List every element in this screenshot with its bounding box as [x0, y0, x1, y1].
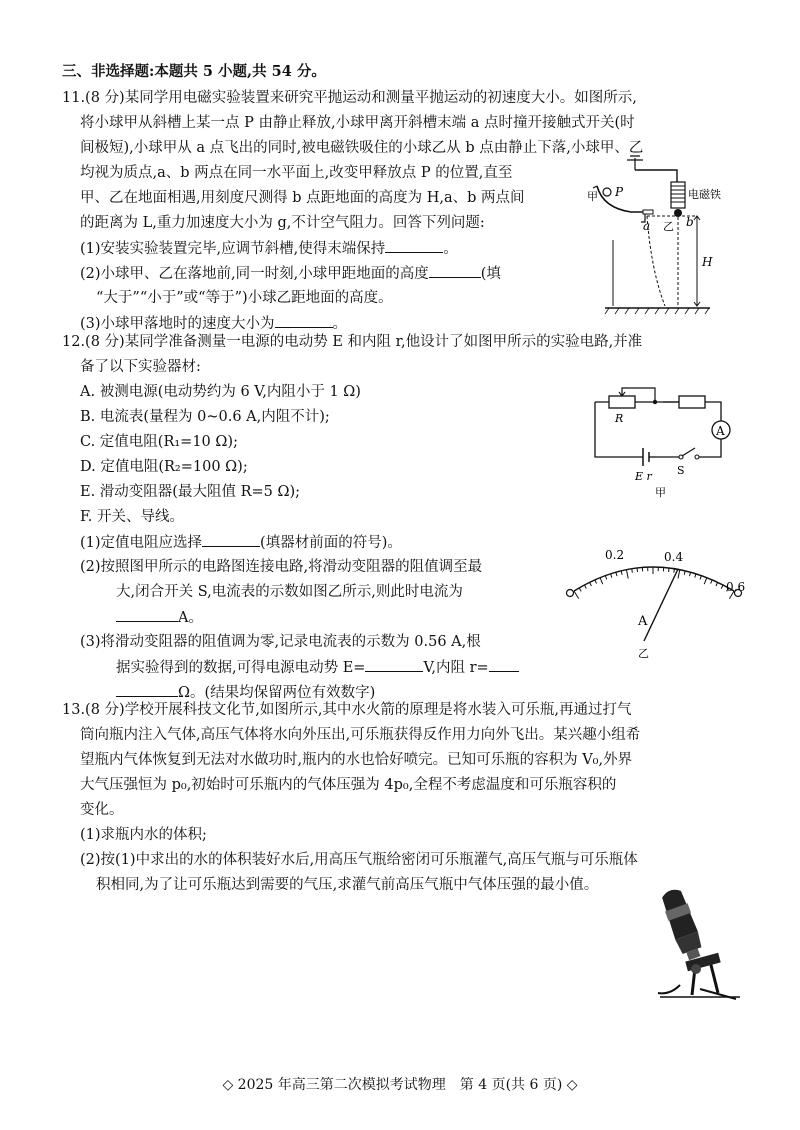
- q12-item: C. 定值电阻(R₁=10 Ω);: [80, 434, 238, 450]
- q12-part-3-end: Ω。(结果均保留两位有效数字): [178, 685, 376, 701]
- answer-blank: [202, 532, 260, 547]
- rheostat-label: R: [615, 412, 624, 425]
- battery-label: E r: [635, 470, 652, 483]
- q12-item: D. 定值电阻(R₂=100 Ω);: [80, 459, 248, 475]
- label-b: b: [686, 215, 694, 229]
- q11-part-2-text: (2)小球甲、乙在落地前,同一时刻,小球甲距地面的高度: [80, 266, 429, 282]
- answer-blank: [429, 263, 481, 278]
- circuit-caption: 甲: [655, 486, 666, 499]
- q12-part-3-text: 据实验得到的数据,可得电源电动势 E=: [116, 660, 366, 676]
- meter-tick: [590, 582, 592, 586]
- answer-blank: [489, 657, 519, 672]
- q11-part-3: [80, 313, 347, 334]
- answer-blank: [385, 238, 443, 253]
- q13-part-2-line: 积相同,为了让可乐瓶达到需要的气压,求灌气前高压气瓶中气体压强的最小值。: [96, 877, 599, 893]
- water-rocket-figure: [640, 885, 750, 1015]
- q12-part-3: (3)将滑动变阻器的阻值调为零,记录电流表的示数为 0.56 A,根: [80, 634, 481, 650]
- meter-tick: [678, 570, 680, 579]
- answer-blank: [116, 682, 178, 697]
- meter-tick: [684, 571, 685, 575]
- fixed-resistor-icon: [679, 396, 705, 408]
- tick-label-0-6: 0.6: [726, 580, 745, 594]
- meter-tick: [632, 569, 633, 573]
- q12-part-2-line: 大,闭合开关 S,电流表的示数如图乙所示,则此时电流为: [116, 584, 463, 600]
- q13-line: 筒向瓶内注入气体,高压气体将水向外压出,可乐瓶获得反作用力向外飞出。某兴趣小组希: [80, 727, 641, 743]
- rheostat-icon: [609, 396, 635, 408]
- q13-line: 变化。: [80, 802, 124, 818]
- tick-label-0-2: 0.2: [605, 548, 625, 562]
- meter-tick: [700, 576, 701, 580]
- meter-tick: [616, 572, 617, 576]
- meter-tick: [721, 585, 723, 589]
- q11-part-3-text: (3)小球甲落地时的速度大小为: [80, 316, 275, 332]
- meter-tick: [600, 578, 603, 584]
- meter-tick: [611, 574, 612, 578]
- q12-line: 备了以下实验器材:: [80, 359, 201, 375]
- q11-apparatus-figure: [585, 150, 735, 320]
- q11-line: 甲、乙在地面相遇,用刻度尺测得 b 点距地面的高度为 H,a、b 两点间: [80, 190, 525, 206]
- tick-label-0-4: 0.4: [664, 550, 684, 564]
- answer-blank: [275, 313, 333, 328]
- label-h: H: [702, 255, 713, 269]
- q11-part-2-options: “大于”“小于”或“等于”)小球乙距地面的高度。: [96, 290, 393, 306]
- section-title: 三、非选择题:本题共 5 小题,共 54 分。: [62, 63, 326, 80]
- q12-part-1-text: (1)定值电阻应选择: [80, 535, 203, 551]
- q11-part-2: [80, 263, 501, 284]
- q13-line: 大气压强恒为 p₀,初始时可乐瓶内的气体压强为 4p₀,全程不考虑温度和可乐瓶容积的: [80, 777, 617, 793]
- q12-part-1: [80, 532, 402, 553]
- q11-line: 均视为质点,a、b 两点在同一水平面上,改变甲释放点 P 的位置,直至: [80, 165, 513, 181]
- battery-icon: [643, 448, 649, 466]
- q11-line: 间极短),小球甲从 a 点飞出的同时,被电磁铁吸住的小球乙从 b 点由静止下落,小球甲、乙: [80, 140, 644, 156]
- q13-part-2: (2)按(1)中求出的水的体积装好水后,用高压气瓶给密闭可乐瓶灌气,高压气瓶与可乐瓶体: [80, 852, 638, 868]
- meter-tick: [626, 570, 628, 579]
- q13-part-1: (1)求瓶内水的体积;: [80, 827, 207, 843]
- q11-part-3-end: 。: [332, 316, 348, 332]
- meter-tick: [595, 580, 597, 584]
- q11-line: 11.(8 分)某同学用电磁实验装置来研究平抛运动和测量平抛运动的初速度大小。如图所示,: [62, 90, 637, 106]
- meter-tick: [584, 585, 586, 589]
- meter-tick: [695, 574, 696, 578]
- label-jia: 甲: [587, 190, 598, 203]
- meter-tick: [605, 576, 606, 580]
- q13-line: 望瓶内气体恢复到无法对水做功时,瓶内的水也恰好喷完。已知可乐瓶的容积为 V₀,外界: [80, 752, 633, 768]
- q11-line: 将小球甲从斜槽上某一点 P 由静止释放,小球甲离开斜槽末端 a 点时撞开接触式开关(时: [80, 115, 635, 131]
- meter-tick: [674, 569, 675, 573]
- q13-line: 13.(8 分)学校开展科技文化节,如图所示,其中水火箭的原理是将水装入可乐瓶,再通过打气: [62, 702, 632, 718]
- label-a: a: [643, 219, 651, 233]
- ammeter-label: A: [716, 424, 725, 438]
- switch-label: S: [677, 464, 685, 477]
- meter-tick: [716, 582, 718, 586]
- label-electromagnet: 电磁铁: [688, 188, 721, 201]
- q11-part-1-text: (1)安装实验装置完毕,应调节斜槽,使得末端保持: [80, 241, 386, 257]
- q12-meter-figure: [560, 545, 745, 665]
- q12-circuit-figure: [585, 372, 745, 502]
- meter-unit-label: A: [638, 614, 648, 629]
- answer-blank: [116, 607, 178, 622]
- answer-blank: [365, 657, 423, 672]
- q12-part-2-answer: [116, 607, 203, 628]
- q12-item: F. 开关、导线。: [80, 509, 185, 525]
- page-footer: ◇ 2025 年高三第二次模拟考试物理 第 4 页(共 6 页) ◇: [222, 1077, 578, 1093]
- label-p: P: [615, 185, 624, 199]
- q12-item: A. 被测电源(电动势约为 6 V,内阻小于 1 Ω): [80, 384, 361, 400]
- q12-part-3-mid: V,内阻 r=: [423, 660, 489, 676]
- meter-tick: [704, 578, 707, 585]
- q12-item: B. 电流表(量程为 0~0.6 A,内阻不计);: [80, 409, 330, 425]
- q12-line: 12.(8 分)某同学准备测量一电源的电动势 E 和内阻 r,他设计了如图甲所示的实验电路,并准: [62, 334, 643, 350]
- q11-part-1: [80, 238, 458, 259]
- meter-tick: [711, 580, 713, 584]
- q12-part-2: (2)按照图甲所示的电路图连接电路,将滑动变阻器的阻值调至最: [80, 559, 483, 575]
- q12-part-3-line: [116, 657, 519, 678]
- ball-jia-icon: [603, 188, 611, 196]
- q12-item: E. 滑动变阻器(最大阻值 R=5 Ω);: [80, 484, 301, 500]
- q12-part-1-end: (填器材前面的符号)。: [260, 535, 402, 551]
- label-yi: 乙: [663, 220, 674, 233]
- q11-part-2-end: (填: [480, 266, 501, 282]
- meter-tick: [579, 588, 581, 591]
- meter-tick: [574, 591, 579, 599]
- q12-part-2-end: A。: [178, 610, 203, 626]
- q11-part-1-end: 。: [443, 241, 458, 257]
- meter-pointer: [644, 569, 678, 641]
- meter-tick: [621, 571, 622, 575]
- meter-tick: [689, 572, 690, 576]
- q11-line: 的距离为 L,重力加速度大小为 g,不计空气阻力。回答下列问题:: [80, 215, 485, 231]
- meter-caption: 乙: [638, 647, 649, 660]
